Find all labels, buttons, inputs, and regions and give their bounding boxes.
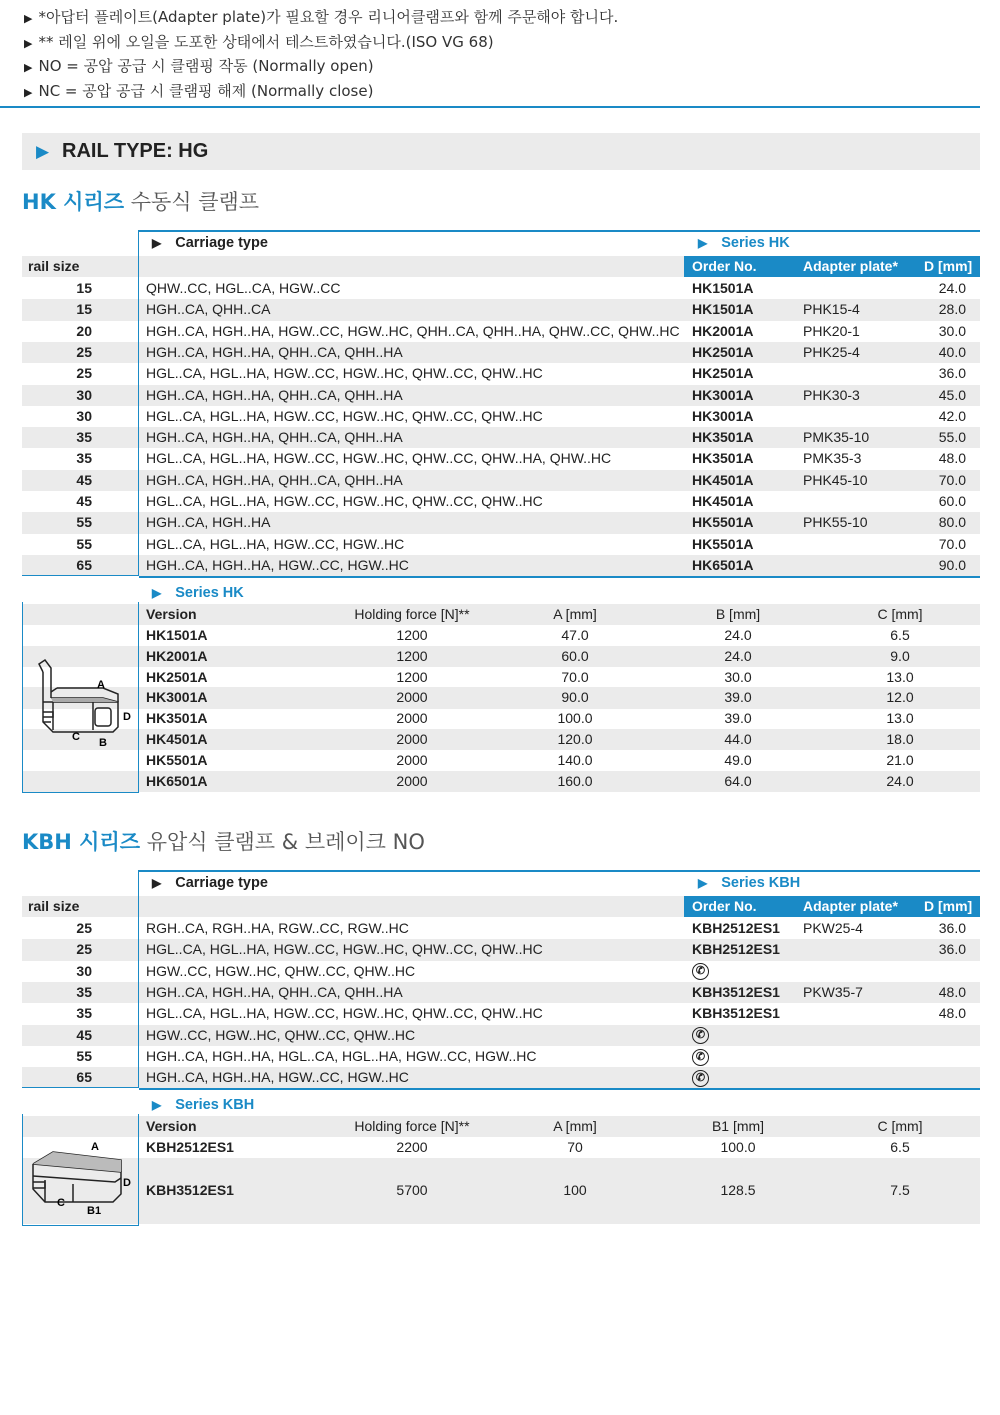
b-cell: 64.0 [724,772,752,789]
spec-header-row [22,604,980,625]
holding-force-cell: 2000 [396,689,428,706]
version-cell: HK4501A [146,731,208,747]
table-row [22,448,980,469]
table-row [22,470,980,491]
phone-icon: ✆ [692,1027,709,1044]
c-cell: 24.0 [886,772,914,789]
order-no-cell: KBH2512ES1 [692,941,780,958]
version-cell: HK3501A [146,710,208,727]
adapter-plate-cell: PHK20-1 [803,322,860,339]
b-header: B [mm] [715,606,761,622]
adapter-plate-cell: PMK35-3 [803,450,862,467]
note-1: ▶ *아답터 플레이트(Adapter plate)가 필요할 경우 리니어클램프와 함께 주문해야 합니다. [24,8,619,26]
holding-force-cell: 2000 [396,772,428,789]
play-triangle-icon: ▶ [24,12,33,25]
order-no-header: Order No. [692,258,757,274]
adapter-plate-cell: PHK15-4 [803,301,860,318]
a-cell: 47.0 [561,627,589,643]
table-row [22,406,980,427]
spec-row [22,667,980,688]
carriage-type-cell: HGH..CA, HGH..HA, QHH..CA, QHH..HA [146,386,403,403]
label-b1: B1 [87,1205,102,1217]
label-c: C [57,1197,65,1209]
rail-size-cell: 45 [76,471,92,488]
version-cell: HK1501A [146,627,208,643]
d-mm-cell: 80.0 [938,514,966,531]
order-no-cell: HK1501A [692,280,754,296]
rail-type-title: RAIL TYPE: HG [62,140,209,162]
c-header: C [mm] [877,606,923,622]
order-no-cell: HK3501A [692,429,754,446]
order-no-cell: HK2501A [692,365,754,382]
a-cell: 100 [563,1182,587,1198]
holding-force-cell: 1200 [396,647,428,664]
table-bottom-rule [139,1088,980,1090]
d-mm-cell: 42.0 [938,407,966,424]
rail-size-header: rail size [28,898,80,914]
table-row [22,555,980,576]
rail-type-bar [22,133,980,170]
play-triangle-icon: ▶ [152,876,162,890]
table-row [22,961,980,982]
a-cell: 90.0 [561,689,589,706]
rail-size-cell: 15 [76,301,92,318]
carriage-type-cell: HGW..CC, HGW..HC, QHW..CC, QHW..HC [146,962,416,979]
carriage-type-cell: HGL..CA, HGL..HA, HGW..CC, HGW..HC, QHW..CC, QHW..HC [146,1005,543,1022]
carriage-type-cell: HGH..CA, QHH..CA [146,301,271,318]
holding-force-cell: 2000 [396,710,428,727]
kbh-clamp-diagram [23,1114,140,1226]
holding-force-cell: 1200 [396,668,428,685]
diagram-frame [22,602,139,793]
hk-section-title: HK 시리즈 수동식 클램프 [22,190,260,214]
spec-series-header: ▶ Series HK [152,585,244,601]
holding-force-header: Holding force [N]** [354,1118,470,1134]
hk-clamp-diagram [23,602,140,793]
order-no-cell: HK3001A [692,386,754,403]
d-mm-cell: 90.0 [938,556,966,573]
note-2: ▶ ** 레일 위에 오일을 도포한 상태에서 테스트하였습니다.(ISO VG 68) [24,32,494,51]
carriage-type-cell: HGH..CA, HGH..HA, HGW..CC, HGW..HC, QHH..CA, QHH..HA, QHW..CC, QHW..HC [146,322,680,339]
play-triangle-icon: ▶ [152,586,162,600]
d-mm-cell: 28.0 [938,301,966,318]
play-triangle-icon: ▶ [36,142,50,162]
d-mm-cell: 36.0 [938,941,966,958]
carriage-type-cell: HGL..CA, HGL..HA, HGW..CC, HGW..HC, QHW..CC, QHW..HA, QHW..HC [146,450,612,467]
b-cell: 30.0 [724,668,752,685]
order-no-cell: HK4501A [692,471,754,488]
b-cell: 39.0 [724,710,752,727]
table-row [22,534,980,555]
d-mm-cell: 55.0 [938,429,966,446]
table-row [22,1025,980,1046]
order-no-cell: HK4501A [692,493,754,509]
a-cell: 70.0 [561,668,589,685]
d-header: D [mm] [924,898,973,914]
c-cell: 9.0 [890,647,910,664]
order-no-cell: HK5501A [692,535,754,552]
holding-force-cell: 2200 [396,1139,428,1155]
table-row [22,363,980,384]
order-header-bar [684,896,980,917]
d-mm-cell: 36.0 [938,365,966,382]
b-cell: 24.0 [724,627,752,643]
phone-icon [692,961,709,982]
play-triangle-icon: ▶ [698,876,708,890]
table-row [22,1067,980,1088]
d-mm-cell [892,1046,966,1067]
b-cell: 24.0 [724,647,752,664]
table-row [22,342,980,363]
c-cell: 6.5 [890,627,910,643]
adapter-header: Adapter plate* [803,258,898,274]
rail-size-cell: 30 [76,407,92,424]
spec-row [22,708,980,729]
version-cell: KBH2512ES1 [146,1139,234,1155]
version-cell: HK3001A [146,689,208,706]
rail-size-cell: 25 [76,343,92,360]
b1-header: B1 [mm] [711,1118,765,1134]
adapter-plate-cell: PHK30-3 [803,386,860,403]
b-cell: 39.0 [724,689,752,706]
rail-size-cell: 15 [76,280,92,296]
phone-icon [692,1046,709,1067]
table-row [22,1046,980,1067]
version-header: Version [146,1118,197,1134]
carriage-type-cell: HGL..CA, HGL..HA, HGW..CC, HGW..HC [146,535,405,552]
rail-size-cell: 45 [76,1026,92,1043]
carriage-type-cell: RGH..CA, RGH..HA, RGW..CC, RGW..HC [146,920,409,936]
b1-cell: 128.5 [720,1182,756,1198]
phone-icon [692,1067,709,1088]
spec-series-header: ▶ Series KBH [152,1097,255,1113]
table-row [22,1003,980,1024]
c-cell: 21.0 [886,751,914,768]
table-row [22,427,980,448]
hk-carriage-table [22,230,980,600]
d-mm-cell [892,1025,966,1046]
hk-spec-table [22,582,980,794]
order-no-cell: HK6501A [692,556,754,573]
play-triangle-icon: ▶ [24,61,33,74]
table-row [22,491,980,512]
label-d: D [123,1177,131,1189]
d-mm-cell: 48.0 [938,1005,966,1022]
adapter-plate-cell: PHK55-10 [803,514,868,531]
order-no-cell: HK5501A [692,514,754,531]
carriage-type-cell: HGH..CA, HGH..HA, HGL..CA, HGL..HA, HGW..CC, HGW..HC [146,1047,537,1064]
table-row [22,321,980,342]
series-header: ▶ Series KBH [698,875,801,891]
c-cell: 13.0 [886,668,914,685]
series-header: ▶ Series HK [698,235,790,251]
carriage-type-cell: HGH..CA, HGH..HA, HGW..CC, HGW..HC [146,1069,409,1086]
order-no-cell: HK2501A [692,343,754,360]
adapter-plate-cell: PHK45-10 [803,471,868,488]
b-cell: 44.0 [724,731,752,747]
c-cell: 6.5 [890,1139,910,1155]
d-mm-cell: 48.0 [938,450,966,467]
spec-row [22,687,980,708]
left-column-frame [22,870,139,1088]
table-row [22,299,980,320]
d-mm-cell: 48.0 [938,983,966,1000]
d-mm-cell: 70.0 [938,471,966,488]
version-header: Version [146,606,197,622]
rail-size-cell: 35 [76,450,92,467]
kbh-spec-table [22,1094,980,1228]
a-header: A [mm] [553,606,597,622]
holding-force-cell: 1200 [396,627,428,643]
holding-force-cell: 2000 [396,731,428,747]
rail-size-cell: 35 [76,1005,92,1022]
top-divider [0,106,980,108]
a-cell: 140.0 [557,751,593,768]
d-mm-cell: 60.0 [938,493,966,509]
diagram-frame [22,1114,139,1226]
play-triangle-icon: ▶ [24,36,33,50]
a-header: A [mm] [553,1118,597,1134]
carriage-type-cell: HGW..CC, HGW..HC, QHW..CC, QHW..HC [146,1026,416,1043]
a-cell: 60.0 [561,647,589,664]
rail-size-cell: 35 [76,983,92,1000]
c-cell: 7.5 [890,1182,910,1198]
rail-size-cell: 55 [76,514,92,531]
order-no-cell: HK3501A [692,450,754,467]
play-triangle-icon: ▶ [152,236,162,250]
d-mm-cell [892,961,966,982]
play-triangle-icon: ▶ [698,236,708,250]
carriage-type-cell: HGH..CA, HGH..HA, QHH..CA, QHH..HA [146,429,403,446]
phone-icon: ✆ [692,963,709,980]
carriage-type-cell: HGH..CA, HGH..HA, QHH..CA, QHH..HA [146,983,403,1000]
d-header: D [mm] [924,258,973,274]
c-cell: 13.0 [886,710,914,727]
rail-size-cell: 35 [76,429,92,446]
table-row [22,939,980,960]
carriage-type-header: ▶ Carriage type [152,235,268,251]
order-header-bar [684,256,980,277]
rail-size-cell: 65 [76,1069,92,1086]
spec-row [22,1137,980,1159]
rail-size-cell: 25 [76,941,92,958]
adapter-header: Adapter plate* [803,898,898,914]
phone-icon [692,1025,709,1046]
d-mm-cell: 36.0 [938,920,966,936]
order-no-cell: KBH2512ES1 [692,920,780,936]
carriage-type-cell: HGL..CA, HGL..HA, HGW..CC, HGW..HC, QHW..CC, QHW..HC [146,365,543,382]
spec-row [22,625,980,646]
a-cell: 100.0 [557,710,593,727]
carriage-type-cell: HGH..CA, HGH..HA, HGW..CC, HGW..HC [146,556,409,573]
carriage-type-cell: QHW..CC, HGL..CA, HGW..CC [146,280,341,296]
carriage-type-cell: HGH..CA, HGH..HA, QHH..CA, QHH..HA [146,343,403,360]
rail-size-header: rail size [28,258,80,274]
d-mm-cell: 24.0 [938,280,966,296]
d-mm-cell: 30.0 [938,322,966,339]
version-cell: HK6501A [146,772,208,789]
adapter-plate-cell: PMK35-10 [803,429,870,446]
note-3: ▶ NO = 공압 공급 시 클램핑 작동 (Normally open) [24,57,374,75]
label-d: D [123,711,131,723]
adapter-plate-cell: PKW35-7 [803,983,863,1000]
holding-force-cell: 2000 [396,751,428,768]
play-triangle-icon: ▶ [24,85,33,99]
left-column-frame [22,230,139,576]
spec-header-row [22,1116,980,1137]
phone-icon: ✆ [692,1049,709,1066]
a-cell: 70 [567,1139,583,1155]
adapter-plate-cell: PKW25-4 [803,920,863,936]
table-row [22,385,980,406]
carriage-type-cell: HGL..CA, HGL..HA, HGW..CC, HGW..HC, QHW..CC, QHW..HC [146,941,543,958]
c-header: C [mm] [877,1118,923,1134]
a-cell: 120.0 [557,731,593,747]
carriage-type-cell: HGH..CA, HGH..HA, QHH..CA, QHH..HA [146,471,403,488]
b-cell: 49.0 [724,751,752,768]
a-cell: 160.0 [557,772,593,789]
note-4: ▶ NC = 공압 공급 시 클램핑 해제 (Normally close) [24,81,374,100]
holding-force-header: Holding force [N]** [354,606,470,622]
c-cell: 12.0 [886,689,914,706]
order-no-cell: HK3001A [692,407,754,424]
b1-cell: 100.0 [720,1139,756,1155]
version-cell: HK5501A [146,751,208,768]
order-no-cell: KBH3512ES1 [692,1005,780,1022]
order-no-cell: KBH3512ES1 [692,983,780,1000]
spec-row [22,729,980,750]
version-cell: HK2001A [146,647,208,664]
phone-icon: ✆ [692,1070,709,1087]
rail-size-cell: 20 [76,322,92,339]
d-mm-cell: 70.0 [938,535,966,552]
table-row [22,918,980,939]
d-mm-cell: 45.0 [938,386,966,403]
table-bottom-rule [139,576,980,578]
spec-row [22,750,980,771]
rail-size-cell: 65 [76,556,92,573]
kbh-carriage-table [22,870,980,1090]
d-mm-cell: 40.0 [938,343,966,360]
label-a: A [91,1141,99,1153]
holding-force-cell: 5700 [396,1182,428,1198]
c-cell: 18.0 [886,731,914,747]
label-a: A [97,679,105,691]
rail-size-cell: 45 [76,493,92,509]
rail-size-cell: 25 [76,365,92,382]
table-row [22,982,980,1003]
label-c: C [72,731,80,743]
label-b: B [99,737,107,749]
carriage-type-cell: HGH..CA, HGH..HA [146,514,271,531]
spec-row [22,646,980,667]
d-mm-cell [892,1067,966,1088]
adapter-plate-cell: PHK25-4 [803,343,860,360]
rail-size-cell: 55 [76,535,92,552]
order-no-header: Order No. [692,898,757,914]
kbh-section-title: KBH 시리즈 유압식 클램프 & 브레이크 NO [22,830,425,854]
table-row [22,278,980,299]
version-cell: KBH3512ES1 [146,1182,234,1198]
carriage-type-cell: HGL..CA, HGL..HA, HGW..CC, HGW..HC, QHW..CC, QHW..HC [146,493,543,509]
play-triangle-icon: ▶ [152,1098,162,1112]
carriage-type-cell: HGL..CA, HGL..HA, HGW..CC, HGW..HC, QHW..CC, QHW..HC [146,407,543,424]
rail-size-cell: 30 [76,386,92,403]
rail-size-cell: 55 [76,1047,92,1064]
spec-row [22,771,980,792]
rail-size-cell: 25 [76,920,92,936]
table-row [22,512,980,533]
notes [24,6,618,104]
order-no-cell: HK1501A [692,301,754,318]
spec-row [22,1158,980,1224]
order-no-cell: HK2001A [692,322,754,339]
rail-size-cell: 30 [76,962,92,979]
carriage-type-header: ▶ Carriage type [152,875,268,891]
version-cell: HK2501A [146,668,208,685]
